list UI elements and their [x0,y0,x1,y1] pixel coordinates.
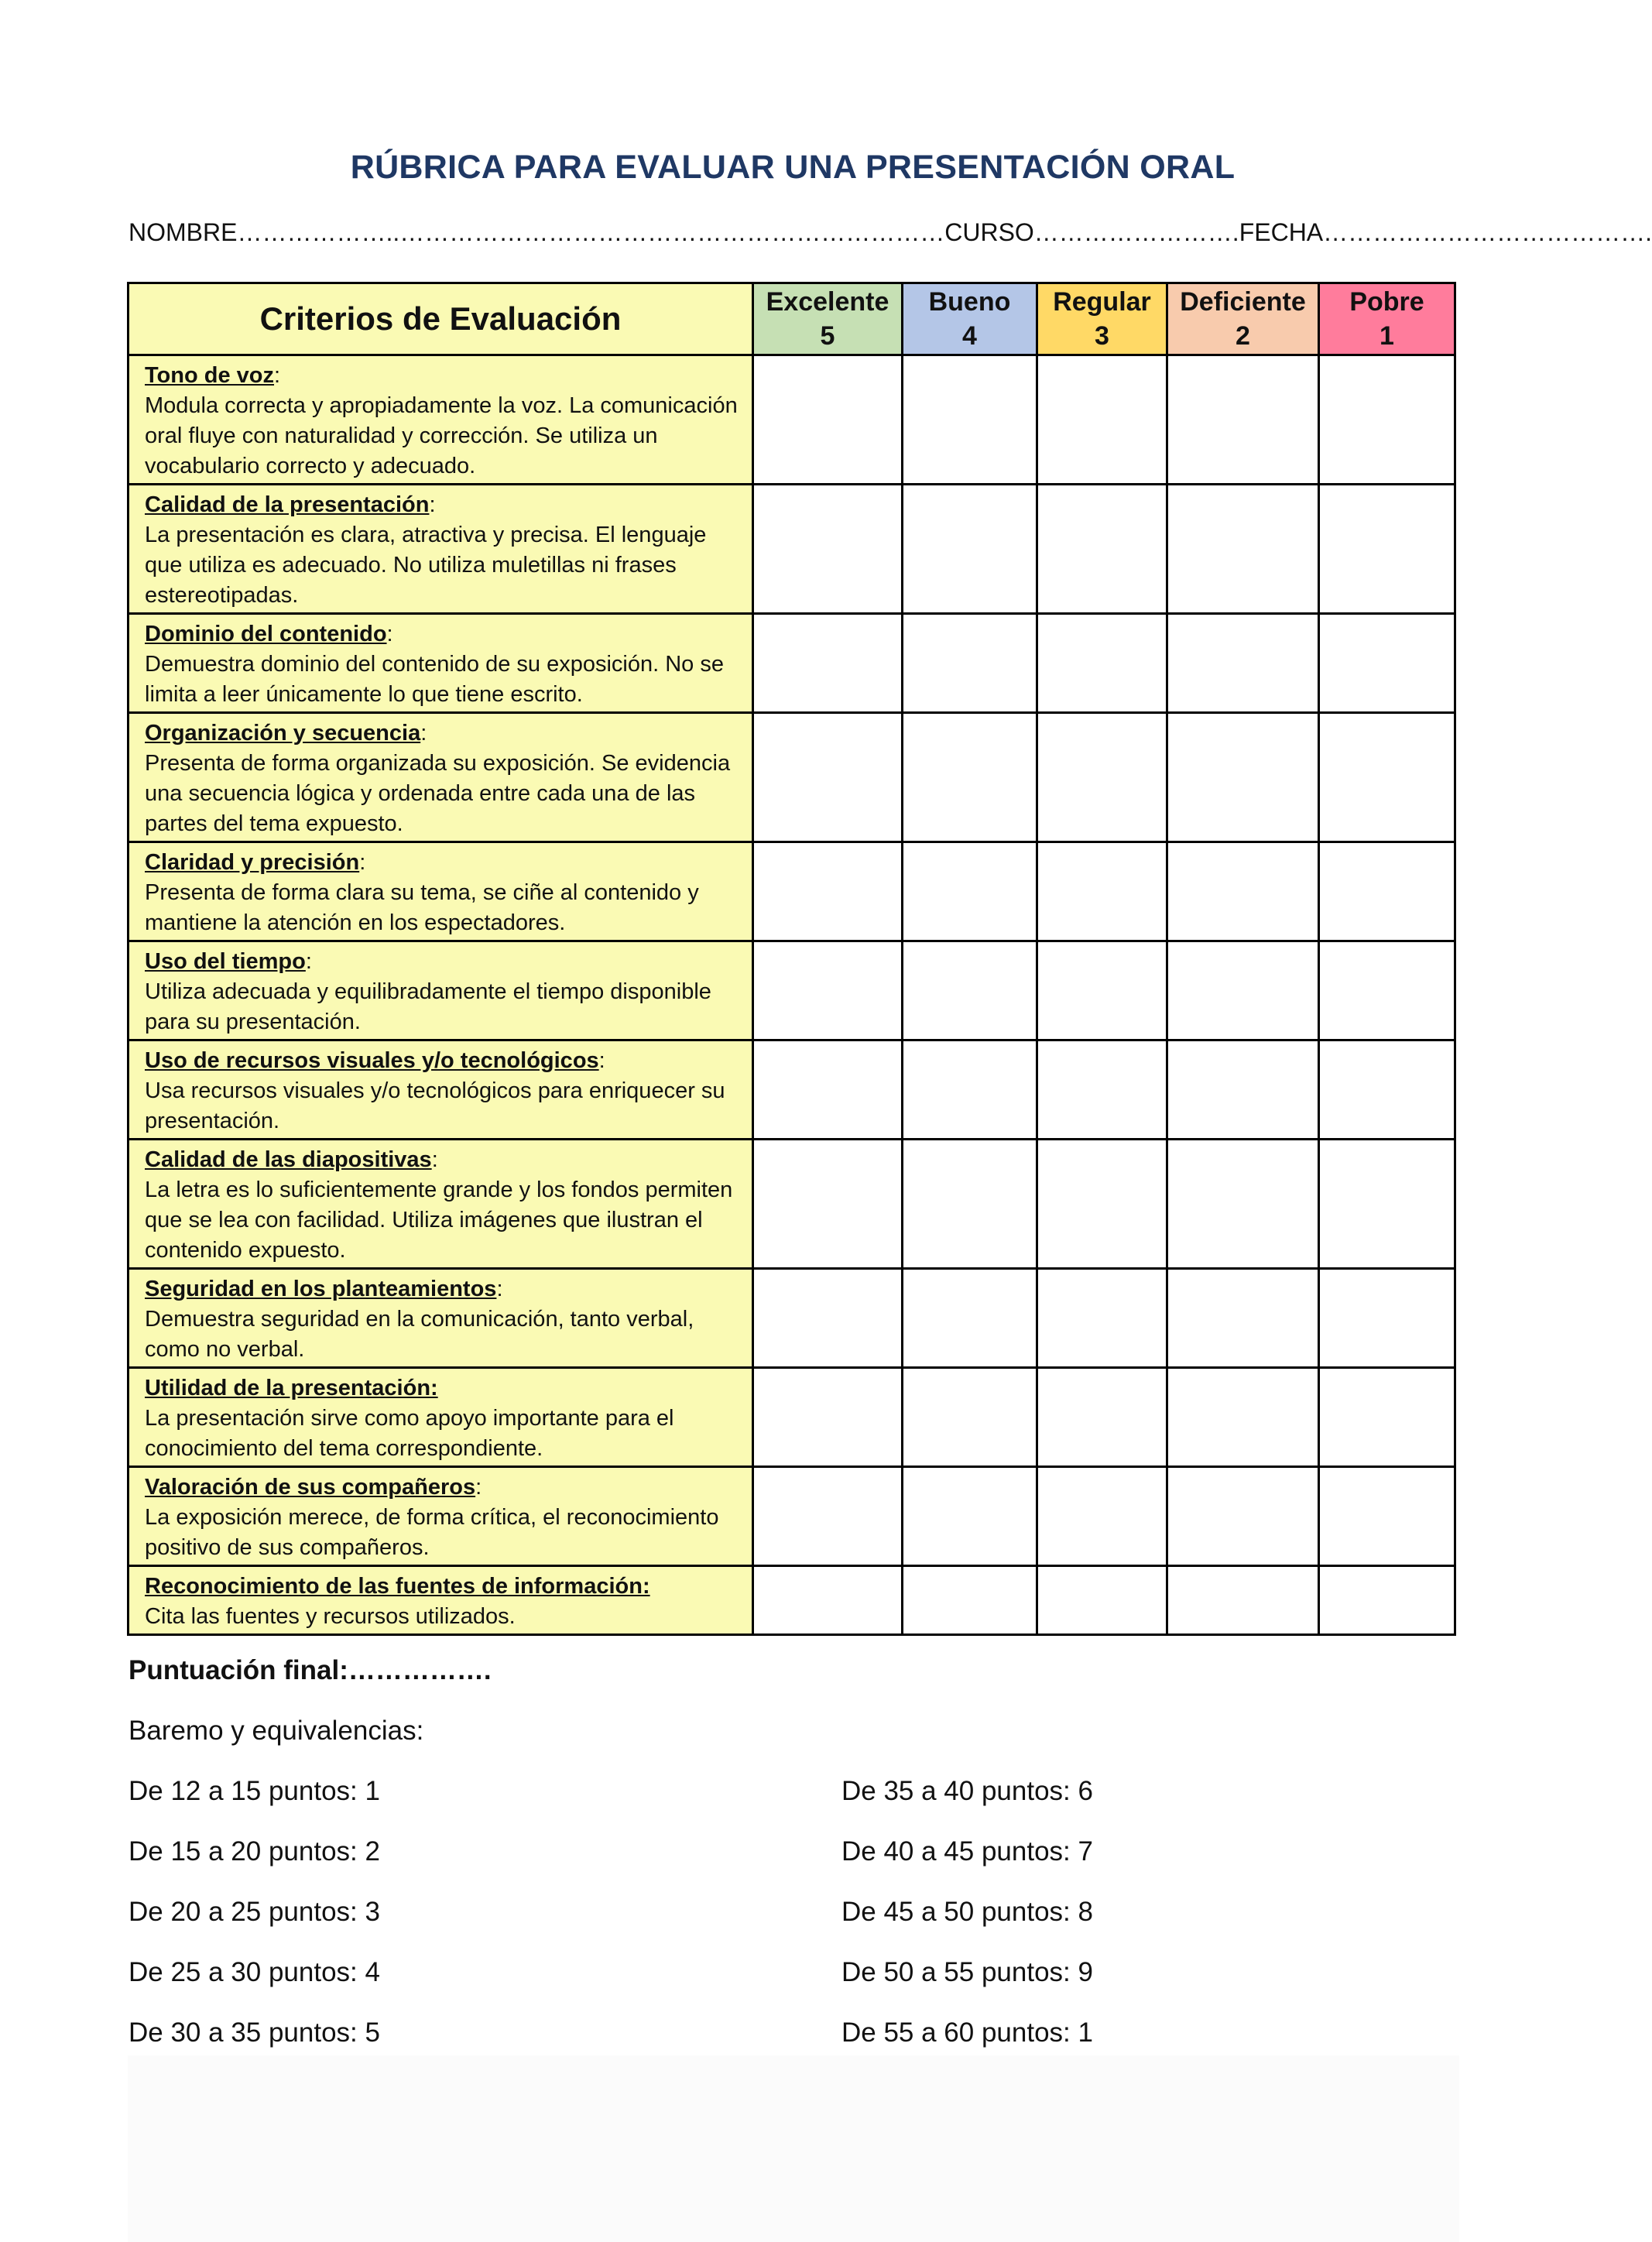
criteria-header: Criterios de Evaluación [129,283,753,355]
score-cell-bueno[interactable] [903,614,1037,713]
criterion-title: Seguridad en los planteamientos [145,1277,497,1301]
score-cell-excelente[interactable] [753,1269,903,1368]
criterion-description: Cita las fuentes y recursos utilizados. [145,1604,516,1629]
criterion-separator: : [431,1147,438,1172]
score-cell-excelente[interactable] [753,941,903,1040]
criterion-cell [129,1368,753,1467]
score-cell-deficiente[interactable] [1167,614,1319,713]
table-header-row [129,283,1455,355]
score-cell-pobre[interactable] [1319,1140,1455,1269]
score-cell-deficiente[interactable] [1167,355,1319,485]
score-cell-deficiente[interactable] [1167,485,1319,614]
page-title: RÚBRICA PARA EVALUAR UNA PRESENTACIÓN ORAL [350,149,1236,186]
score-cell-excelente[interactable] [753,713,903,842]
score-header-bueno: Bueno 4 [903,283,1037,355]
scale-item: De 15 a 20 puntos: 2 [129,1836,380,1867]
criterion-title: Uso de recursos visuales y/o tecnológicos [145,1048,599,1073]
table-row [129,1140,1455,1269]
criterion-title: Calidad de la presentación [145,492,430,517]
score-cell-bueno[interactable] [903,1140,1037,1269]
score-cell-pobre[interactable] [1319,713,1455,842]
score-cell-regular[interactable] [1037,941,1167,1040]
score-cell-excelente[interactable] [753,355,903,485]
table-row [129,1467,1455,1566]
criterion-description: Demuestra dominio del contenido de su exposición. No se limita a leer únicamente lo que tiene escrito. [145,652,724,707]
score-cell-bueno[interactable] [903,842,1037,941]
score-cell-bueno[interactable] [903,1040,1037,1140]
score-cell-excelente[interactable] [753,1467,903,1566]
criterion-separator: : [305,949,312,974]
score-cell-regular[interactable] [1037,1040,1167,1140]
criterion-title: Uso del tiempo [145,949,306,974]
criterion-cell [129,1467,753,1566]
score-cell-bueno[interactable] [903,485,1037,614]
criterion-cell [129,485,753,614]
score-cell-pobre[interactable] [1319,485,1455,614]
score-cell-deficiente[interactable] [1167,1040,1319,1140]
score-cell-regular[interactable] [1037,1140,1167,1269]
score-cell-regular[interactable] [1037,1368,1167,1467]
criterion-description: Presenta de forma clara su tema, se ciñe al contenido y mantiene la atención en los espectadores. [145,880,699,935]
criterion-description: Presenta de forma organizada su exposición. Se evidencia una secuencia lógica y ordenada entre cada una de las partes del tema expuesto. [145,751,731,836]
score-cell-regular[interactable] [1037,485,1167,614]
table-row [129,355,1455,485]
score-cell-regular[interactable] [1037,614,1167,713]
scale-item: De 25 a 30 puntos: 4 [129,1957,380,1987]
score-cell-bueno[interactable] [903,941,1037,1040]
score-cell-deficiente[interactable] [1167,1566,1319,1635]
scale-item: De 50 a 55 puntos: 9 [841,1957,1093,1987]
criterion-description: Demuestra seguridad en la comunicación, tanto verbal, como no verbal. [145,1307,694,1362]
table-row [129,1269,1455,1368]
score-header-regular: Regular 3 [1037,283,1167,355]
criterion-description: Modula correcta y apropiadamente la voz. La comunicación oral fluye con naturalidad y corrección. Se utiliza un vocabulario correcto y adecuado. [145,393,738,478]
score-cell-bueno[interactable] [903,713,1037,842]
score-cell-deficiente[interactable] [1167,941,1319,1040]
criterion-title: Organización y secuencia [145,721,421,746]
criterion-separator: : [475,1475,482,1500]
score-cell-regular[interactable] [1037,713,1167,842]
criterion-title: Dominio del contenido [145,622,387,646]
score-cell-regular[interactable] [1037,355,1167,485]
criterion-description: Utiliza adecuada y equilibradamente el tiempo disponible para su presentación. [145,979,711,1034]
criterion-title: Valoración de sus compañeros [145,1475,476,1500]
table-row [129,713,1455,842]
score-cell-deficiente[interactable] [1167,713,1319,842]
criterion-cell [129,1269,753,1368]
table-row [129,941,1455,1040]
final-score: Puntuación final:……………. [129,1655,492,1685]
scale-item: De 20 a 25 puntos: 3 [129,1897,380,1927]
table-row [129,1040,1455,1140]
criterion-cell [129,713,753,842]
score-cell-pobre[interactable] [1319,1467,1455,1566]
criterion-cell [129,614,753,713]
criterion-description: Usa recursos visuales y/o tecnológicos para enriquecer su presentación. [145,1078,725,1133]
score-header-deficiente: Deficiente 2 [1167,283,1319,355]
criterion-title: Claridad y precisión [145,850,360,875]
score-cell-excelente[interactable] [753,614,903,713]
score-cell-pobre[interactable] [1319,1269,1455,1368]
criterion-description: La exposición merece, de forma crítica, el reconocimiento positivo de sus compañeros. [145,1505,719,1560]
criterion-cell [129,1140,753,1269]
criterion-title: Utilidad de la presentación: [145,1376,438,1400]
score-cell-excelente[interactable] [753,842,903,941]
score-cell-regular[interactable] [1037,1566,1167,1635]
scale-item: De 40 a 45 puntos: 7 [841,1836,1093,1867]
criterion-cell [129,941,753,1040]
table-row [129,1566,1455,1635]
student-info-line: NOMBRE………………..…………………………………………………………CURSO…………………….FECHA…………………………………. [129,218,1652,246]
score-header-excelente: Excelente 5 [753,283,903,355]
score-cell-pobre[interactable] [1319,842,1455,941]
score-cell-bueno[interactable] [903,355,1037,485]
score-cell-pobre[interactable] [1319,1368,1455,1467]
score-cell-excelente[interactable] [753,1040,903,1140]
criterion-title: Tono de voz [145,363,275,388]
criterion-title: Calidad de las diapositivas [145,1147,432,1172]
criterion-cell [129,842,753,941]
criterion-cell [129,1040,753,1140]
bottom-shade [128,2055,1459,2242]
criterion-separator: : [274,363,281,388]
score-cell-bueno[interactable] [903,1269,1037,1368]
scale-item: De 55 a 60 puntos: 1 [841,2017,1093,2048]
scale-item: De 30 a 35 puntos: 5 [129,2017,380,2048]
criterion-separator: : [429,492,436,517]
score-cell-deficiente[interactable] [1167,842,1319,941]
score-cell-excelente[interactable] [753,485,903,614]
criterion-title: Reconocimiento de las fuentes de información: [145,1574,650,1599]
criterion-cell [129,1566,753,1635]
score-cell-bueno[interactable] [903,1467,1037,1566]
scale-item: De 45 a 50 puntos: 8 [841,1897,1093,1927]
criterion-separator: : [496,1277,503,1301]
criterion-separator: : [420,721,427,746]
rubric-table [127,282,1456,1636]
score-cell-pobre[interactable] [1319,1566,1455,1635]
scale-item: De 12 a 15 puntos: 1 [129,1776,380,1806]
scale-title: Baremo y equivalencias: [129,1716,424,1746]
score-cell-bueno[interactable] [903,1566,1037,1635]
score-cell-regular[interactable] [1037,842,1167,941]
table-row [129,485,1455,614]
score-cell-excelente[interactable] [753,1368,903,1467]
score-cell-excelente[interactable] [753,1566,903,1635]
criterion-separator: : [386,622,393,646]
score-cell-deficiente[interactable] [1167,1368,1319,1467]
criterion-separator: : [598,1048,605,1073]
criterion-separator: : [359,850,366,875]
score-cell-pobre[interactable] [1319,1040,1455,1140]
score-cell-pobre[interactable] [1319,355,1455,485]
score-cell-excelente[interactable] [753,1140,903,1269]
score-cell-deficiente[interactable] [1167,1140,1319,1269]
score-header-pobre: Pobre 1 [1319,283,1455,355]
table-row [129,1368,1455,1467]
score-cell-regular[interactable] [1037,1467,1167,1566]
score-cell-deficiente[interactable] [1167,1467,1319,1566]
table-row [129,842,1455,941]
criterion-description: La presentación sirve como apoyo importante para el conocimiento del tema correspondiente. [145,1406,674,1461]
criterion-description: La presentación es clara, atractiva y precisa. El lenguaje que utiliza es adecuado. No utiliza muletillas ni frases estereotipadas. [145,523,707,608]
score-cell-pobre[interactable] [1319,941,1455,1040]
score-cell-bueno[interactable] [903,1368,1037,1467]
table-row [129,614,1455,713]
criterion-cell [129,355,753,485]
scale-item: De 35 a 40 puntos: 6 [841,1776,1093,1806]
score-cell-regular[interactable] [1037,1269,1167,1368]
score-cell-pobre[interactable] [1319,614,1455,713]
score-cell-deficiente[interactable] [1167,1269,1319,1368]
criterion-description: La letra es lo suficientemente grande y los fondos permiten que se lea con facilidad. Utiliza imágenes que ilustran el contenido expuesto. [145,1178,733,1263]
